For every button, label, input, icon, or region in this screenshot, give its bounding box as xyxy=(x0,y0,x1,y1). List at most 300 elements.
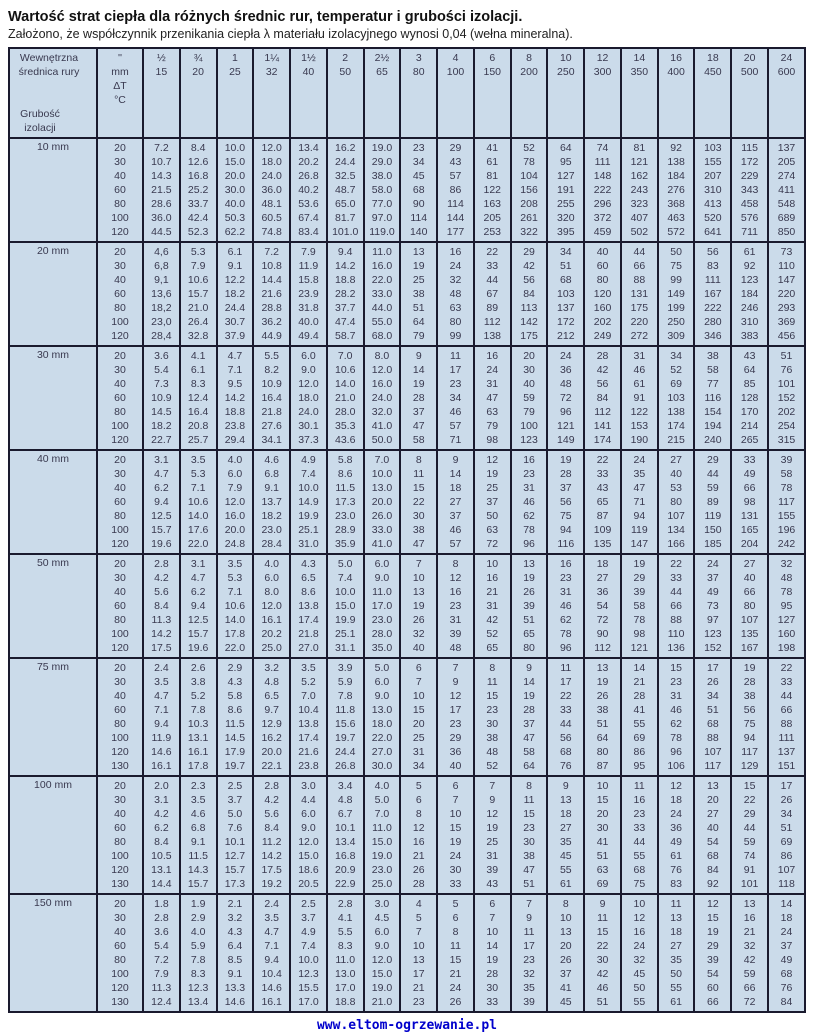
table-cell-line: 94 xyxy=(743,732,756,744)
table-cell-line: 66 xyxy=(743,586,756,598)
table-cell-line: 14.6 xyxy=(261,982,282,994)
table-cell-line: 8 xyxy=(489,662,496,674)
value-cell xyxy=(731,658,768,776)
table-cell-line: 18.6 xyxy=(298,864,319,876)
table-cell-line: 19 xyxy=(412,260,425,272)
table-cell-line: 15 xyxy=(707,912,719,924)
table-cell-line: 12 xyxy=(707,898,719,910)
table-cell-line: 24 xyxy=(449,850,462,862)
value-cell xyxy=(290,242,327,346)
value-cell xyxy=(584,658,621,776)
table-cell-line: 154 xyxy=(704,406,722,418)
value-cell xyxy=(327,894,364,1012)
table-cell-line: 91 xyxy=(633,392,646,404)
table-cell-line: 98 xyxy=(486,434,499,446)
table-cell-line: 6.5 xyxy=(264,690,279,702)
table-cell-line: 7 xyxy=(526,898,532,910)
table-cell-line: 68 xyxy=(559,746,572,758)
value-cell xyxy=(400,554,437,658)
table-cell-line: 18.8 xyxy=(334,274,356,286)
table-cell-line: 68.0 xyxy=(371,330,393,342)
table-cell-line: 3.0 xyxy=(374,898,390,910)
group-label: 20 mm xyxy=(9,242,97,346)
table-cell-line: 29 xyxy=(633,572,646,584)
value-cell xyxy=(180,346,217,450)
table-cell-line: 16.8 xyxy=(334,850,356,862)
table-cell-line: 60 xyxy=(114,704,126,716)
table-cell-line: 79 xyxy=(486,420,499,432)
value-cell xyxy=(474,242,511,346)
table-cell-line: 4 xyxy=(452,52,459,64)
table-cell-line: 10.9 xyxy=(261,378,282,390)
table-cell-line: 5.2 xyxy=(301,676,316,688)
table-cell-line: 1.8 xyxy=(154,898,169,910)
table-cell-line: 12 xyxy=(670,780,682,792)
table-cell-line: 10 xyxy=(559,912,572,924)
table-cell-line: 38.0 xyxy=(371,170,393,182)
table-cell-line: 46 xyxy=(633,364,646,376)
table-cell-line: 7.1 xyxy=(154,704,169,716)
table-cell-line: 9 xyxy=(526,662,532,674)
table-cell-line: 21.0 xyxy=(334,392,356,404)
table-cell-line: 51 xyxy=(523,878,535,890)
table-cell-line: 160 xyxy=(593,302,612,314)
table-cell-line: 413 xyxy=(704,198,722,210)
table-cell-line: 41 xyxy=(559,982,572,994)
table-cell-line: 18.2 xyxy=(261,510,282,522)
table-cell-line: 24 xyxy=(780,52,793,64)
table-cell-line: 74.8 xyxy=(261,226,282,238)
table-cell-line: 47.4 xyxy=(334,316,356,328)
value-cell xyxy=(694,450,731,554)
heat-loss-table xyxy=(8,47,806,1013)
table-cell-line: 17 xyxy=(707,662,719,674)
table-cell-line: 9 xyxy=(526,912,532,924)
table-cell-line: 23,0 xyxy=(151,316,172,328)
table-cell-line: 22 xyxy=(596,454,609,466)
table-cell-line: 120 xyxy=(111,538,129,550)
table-cell-line: 71 xyxy=(633,496,646,508)
table-cell-line: 16 xyxy=(633,926,646,938)
table-cell-line: 44 xyxy=(780,690,793,702)
table-cell-line: 18 xyxy=(707,52,719,64)
table-cell-line: 7.4 xyxy=(301,468,316,480)
table-cell-line: 44 xyxy=(670,586,682,598)
table-cell-line: 19.2 xyxy=(261,878,282,890)
table-cell-line: 12.0 xyxy=(298,836,319,848)
table-cell-line: 7 xyxy=(415,926,422,938)
table-cell-line: 25 xyxy=(486,836,499,848)
table-cell-line: 7.2 xyxy=(154,954,169,966)
column-header-cell xyxy=(731,48,768,138)
table-cell-line: 8.4 xyxy=(154,600,169,612)
table-cell-line: 26.8 xyxy=(334,760,356,772)
table-cell-line: 14.6 xyxy=(224,996,246,1008)
table-cell-line: 20 xyxy=(707,794,719,806)
value-cell xyxy=(658,554,695,658)
table-cell-line: 32.5 xyxy=(334,170,356,182)
table-cell-line: 576 xyxy=(740,212,759,224)
table-cell-line: 153 xyxy=(630,420,649,432)
table-cell-line: 12 xyxy=(633,912,646,924)
table-cell-line: 44 xyxy=(633,836,646,848)
table-cell-line: 9.1 xyxy=(264,482,279,494)
table-cell-line: 11.0 xyxy=(372,246,392,258)
table-cell-line: 32.0 xyxy=(371,406,393,418)
table-cell-line: 81 xyxy=(486,170,499,182)
table-cell-line: 400 xyxy=(667,66,685,78)
table-cell-line: 30 xyxy=(114,676,126,688)
table-cell-line: 65 xyxy=(376,66,388,78)
table-cell-line: 12.5 xyxy=(151,510,172,522)
table-cell-line: 50 xyxy=(670,968,682,980)
table-cell-line: 69 xyxy=(670,378,682,390)
table-cell-line: 7.1 xyxy=(264,940,279,952)
table-cell-line: 229 xyxy=(740,170,759,182)
footer-link[interactable]: www.eltom-ogrzewanie.pl xyxy=(316,1018,497,1033)
table-cell-line: 15.0 xyxy=(224,156,246,168)
table-cell-line: 35 xyxy=(633,468,646,480)
table-cell-line: 42 xyxy=(596,364,609,376)
value-cell xyxy=(768,554,805,658)
table-cell-line: 34 xyxy=(670,350,682,362)
table-cell-line: 103 xyxy=(704,142,722,154)
table-cell-line: 10.0 xyxy=(224,142,246,154)
table-cell-line: 19 xyxy=(486,954,499,966)
table-cell-line: 293 xyxy=(777,302,796,314)
table-cell-line: 12.0 xyxy=(261,600,282,612)
table-cell-line: 29.0 xyxy=(371,156,393,168)
footer xyxy=(0,1018,814,1033)
table-cell-line: 118 xyxy=(778,878,795,890)
table-cell-line: 27 xyxy=(670,454,682,466)
table-cell-line: 15 xyxy=(155,66,168,78)
table-cell-line: 46 xyxy=(449,406,462,418)
table-cell-line: 84 xyxy=(707,864,719,876)
table-cell-line: 22.0 xyxy=(371,732,393,744)
table-cell-line: 150 xyxy=(704,524,722,536)
table-cell-line: 3.1 xyxy=(154,454,169,466)
table-cell-line: 3.5 xyxy=(190,794,206,806)
table-cell-line: 23.9 xyxy=(298,288,319,300)
table-cell-line: 15 xyxy=(670,662,682,674)
table-cell-line: 185 xyxy=(704,538,722,550)
table-cell-line: 30 xyxy=(114,260,126,272)
table-cell-line: 27 xyxy=(743,558,756,570)
table-cell-line: 6.1 xyxy=(227,246,243,258)
table-cell-line: 86 xyxy=(449,184,462,196)
table-cell-line: 15 xyxy=(412,704,425,716)
table-cell-line: 38 xyxy=(707,350,719,362)
table-cell-line: 19.0 xyxy=(371,850,393,862)
table-cell-line: 46 xyxy=(596,982,609,994)
table-cell-line: 35 xyxy=(559,836,572,848)
table-cell-line: 7.0 xyxy=(337,350,353,362)
table-cell-line: 6.5 xyxy=(301,572,316,584)
table-cell-line: 33 xyxy=(780,676,793,688)
table-cell-line: 2.6 xyxy=(190,662,206,674)
table-cell-line: 33 xyxy=(559,704,572,716)
table-cell-line: 61 xyxy=(486,156,499,168)
table-cell-line: 111 xyxy=(778,732,795,744)
table-cell-line: 13 xyxy=(412,246,425,258)
table-cell-line: 16.1 xyxy=(261,996,282,1008)
table-cell-line: 8.6 xyxy=(227,704,243,716)
table-cell-line: 54 xyxy=(707,836,719,848)
table-cell-line: 37 xyxy=(412,406,425,418)
table-cell-line: 20 xyxy=(559,940,572,952)
table-cell-line: 5.3 xyxy=(190,468,206,480)
table-cell-line: 15.8 xyxy=(298,274,319,286)
table-cell-line: 73 xyxy=(707,600,719,612)
value-cell xyxy=(547,776,584,894)
table-cell-line: 23 xyxy=(412,996,425,1008)
table-cell-line: 117 xyxy=(704,760,722,772)
table-cell-line: 2.8 xyxy=(264,780,279,792)
table-cell-line: 60 xyxy=(707,982,719,994)
table-cell-line: 25.0 xyxy=(371,878,393,890)
table-cell-line: 38 xyxy=(523,850,535,862)
table-cell-line: 395 xyxy=(557,226,575,238)
value-cell xyxy=(253,346,290,450)
table-cell-line: 48 xyxy=(559,378,572,390)
table-cell-line: 34 xyxy=(707,690,719,702)
table-cell-line: 120 xyxy=(111,982,129,994)
table-cell-line: 62.2 xyxy=(224,226,246,238)
table-cell-line: 272 xyxy=(630,330,649,342)
table-cell-line: 19 xyxy=(707,926,719,938)
table-cell-line: 21 xyxy=(633,676,646,688)
table-cell-line: 13.0 xyxy=(371,482,393,494)
value-cell xyxy=(364,450,401,554)
table-cell-line: 32 xyxy=(743,940,756,952)
table-cell-line: 43 xyxy=(449,156,462,168)
table-cell-line: 36 xyxy=(670,822,682,834)
table-cell-line: 99 xyxy=(449,330,462,342)
table-cell-line: 166 xyxy=(667,538,685,550)
table-cell-line: 23.0 xyxy=(334,510,356,522)
table-cell-line: 20.8 xyxy=(187,420,209,432)
table-cell-line: 6.0 xyxy=(227,468,243,480)
table-cell-line: 12.4 xyxy=(187,392,209,404)
table-cell-line: 130 xyxy=(111,996,129,1008)
table-cell-line: 100 xyxy=(111,212,129,224)
table-cell-line: 2.9 xyxy=(190,912,206,924)
table-cell-line: 112 xyxy=(594,642,611,654)
table-cell-line: 30 xyxy=(114,794,126,806)
table-cell-line: 60 xyxy=(114,822,126,834)
table-cell-line: 14.2 xyxy=(334,260,356,272)
column-header-cell xyxy=(327,48,364,138)
table-cell-line: 37 xyxy=(559,482,572,494)
table-cell-line: 31.0 xyxy=(298,538,319,550)
table-cell-line: 28 xyxy=(633,690,646,702)
table-cell-line: 3.1 xyxy=(154,794,169,806)
table-cell-line: 23.0 xyxy=(261,524,282,536)
value-cell xyxy=(437,776,474,894)
table-cell-line: 135 xyxy=(740,628,759,640)
table-cell-line: 71 xyxy=(449,434,462,446)
table-cell-line: 12 xyxy=(449,572,462,584)
table-cell-line: 16.8 xyxy=(187,170,209,182)
value-cell xyxy=(437,658,474,776)
table-cell-line: 274 xyxy=(777,170,796,182)
table-cell-line: 243 xyxy=(630,184,649,196)
table-cell-line: 47 xyxy=(523,732,535,744)
value-cell xyxy=(290,894,327,1012)
table-cell-line: 10.7 xyxy=(151,156,172,168)
table-cell-line: 33 xyxy=(670,572,682,584)
table-cell-line: 4.0 xyxy=(374,780,390,792)
value-cell xyxy=(658,776,695,894)
table-cell-line: 74 xyxy=(596,142,609,154)
table-cell-line: 130 xyxy=(111,760,129,772)
table-cell-line: 52 xyxy=(523,142,535,154)
column-header-cell xyxy=(768,48,805,138)
table-cell-line: 42.4 xyxy=(187,212,209,224)
table-cell-line: 14.2 xyxy=(261,850,282,862)
table-cell-line: 165 xyxy=(740,524,759,536)
table-cell-line: 60 xyxy=(114,600,126,612)
table-cell-line: 75 xyxy=(743,718,756,730)
table-cell-line: 18 xyxy=(596,558,609,570)
table-cell-line: 5 xyxy=(415,780,422,792)
table-cell-line: 138 xyxy=(483,330,502,342)
table-cell-line: 265 xyxy=(740,434,759,446)
table-cell-line: 5.0 xyxy=(374,662,390,674)
value-cell xyxy=(658,450,695,554)
table-cell-line: 30 xyxy=(523,836,535,848)
table-cell-line: 296 xyxy=(593,198,612,210)
table-cell-line: 150 xyxy=(483,66,502,78)
table-cell-line: 372 xyxy=(593,212,612,224)
table-cell-line: 8 xyxy=(415,454,422,466)
column-header-cell xyxy=(253,48,290,138)
table-cell-line: 5.4 xyxy=(154,364,169,376)
table-cell-line: 6.2 xyxy=(190,586,206,598)
table-cell-line: 28.6 xyxy=(151,198,172,210)
table-cell-line: 90 xyxy=(412,198,425,210)
table-cell-line: 5.9 xyxy=(190,940,206,952)
table-cell-line: 16 xyxy=(523,454,535,466)
table-cell-line: 1½ xyxy=(301,52,316,64)
table-cell-line: 4.9 xyxy=(301,454,316,466)
value-cell xyxy=(253,138,290,242)
table-cell-line: 25 xyxy=(486,482,499,494)
table-cell-line: 4.7 xyxy=(154,468,169,480)
table-cell-line: 5.8 xyxy=(337,454,353,466)
table-cell-line: 10 xyxy=(633,898,646,910)
value-cell xyxy=(731,242,768,346)
table-cell-line: 147 xyxy=(630,538,649,550)
table-cell-line: 28 xyxy=(412,392,425,404)
table-cell-line: 261 xyxy=(520,212,538,224)
value-cell xyxy=(584,242,621,346)
table-cell-line: 6.2 xyxy=(154,822,169,834)
table-cell-line: 13 xyxy=(523,558,535,570)
table-cell-line: 2.8 xyxy=(154,912,169,924)
table-cell-line: 38 xyxy=(743,690,756,702)
table-cell-line: 3 xyxy=(415,52,422,64)
table-cell-line: 22.9 xyxy=(334,878,356,890)
table-cell-line: 641 xyxy=(704,226,722,238)
table-cell-line: 80 xyxy=(114,836,126,848)
group-label: 30 mm xyxy=(9,346,97,450)
table-cell-line: 50 xyxy=(633,982,646,994)
table-cell-line: 13.4 xyxy=(187,996,209,1008)
table-cell-line: 10 xyxy=(559,52,572,64)
table-cell-line: 9 xyxy=(452,676,459,688)
table-cell-line: 44.5 xyxy=(151,226,172,238)
table-cell-line: 20 xyxy=(114,454,126,466)
table-cell-line: 39 xyxy=(633,586,646,598)
table-cell-line: 36 xyxy=(559,364,572,376)
table-cell-line: 120 xyxy=(111,226,129,238)
value-cell xyxy=(768,658,805,776)
table-cell-line: 6.0 xyxy=(374,558,390,570)
table-cell-line: 6 xyxy=(489,52,496,64)
table-cell-line: 47 xyxy=(412,420,425,432)
table-cell-line: 23.8 xyxy=(298,760,319,772)
table-cell-line: 8.4 xyxy=(264,822,279,834)
table-cell-line: 66 xyxy=(743,982,756,994)
table-cell-line: 18 xyxy=(670,926,682,938)
table-cell-line: 17.0 xyxy=(298,996,319,1008)
table-cell-line: 23.8 xyxy=(224,420,246,432)
table-cell-line: 89 xyxy=(486,302,499,314)
table-cell-line: 15.7 xyxy=(187,628,209,640)
table-cell-line: 60 xyxy=(114,392,126,404)
table-cell-line: 40 xyxy=(114,378,126,390)
table-cell-line: ½ xyxy=(157,52,166,64)
value-cell xyxy=(474,776,511,894)
table-cell-line: 51 xyxy=(559,260,572,272)
table-cell-line: 7 xyxy=(452,794,459,806)
table-cell-line: 7.1 xyxy=(227,586,243,598)
header-row xyxy=(9,48,805,138)
table-cell-line: 14.3 xyxy=(187,864,209,876)
value-cell xyxy=(768,242,805,346)
table-cell-line: 215 xyxy=(667,434,685,446)
value-cell xyxy=(584,450,621,554)
table-cell-line: 167 xyxy=(704,288,722,300)
table-cell-line: 502 xyxy=(630,226,649,238)
table-cell-line: 14.3 xyxy=(151,170,172,182)
table-cell-line: 48 xyxy=(449,288,462,300)
table-cell-line: 61 xyxy=(670,850,682,862)
value-cell xyxy=(364,346,401,450)
table-cell-line: 13.8 xyxy=(298,600,319,612)
table-cell-line: 177 xyxy=(446,226,465,238)
table-cell-line: 12 xyxy=(486,454,499,466)
value-cell xyxy=(180,658,217,776)
table-cell-line: 8.6 xyxy=(337,468,353,480)
group-row xyxy=(9,776,805,894)
table-cell-line: 62 xyxy=(559,614,572,626)
table-cell-line: 58.7 xyxy=(334,330,356,342)
table-cell-line: 10.0 xyxy=(298,482,319,494)
table-cell-line: 40 xyxy=(743,572,756,584)
table-cell-line: 113 xyxy=(520,302,538,314)
table-cell-line: 2.9 xyxy=(227,662,243,674)
table-cell-line: 26 xyxy=(449,996,462,1008)
table-cell-line: 19 xyxy=(743,662,756,674)
table-cell-line: 31 xyxy=(486,378,499,390)
table-cell-line: 23 xyxy=(633,808,646,820)
table-cell-line: 37 xyxy=(559,968,572,980)
table-cell-line: 15 xyxy=(449,822,462,834)
value-cell xyxy=(694,346,731,450)
